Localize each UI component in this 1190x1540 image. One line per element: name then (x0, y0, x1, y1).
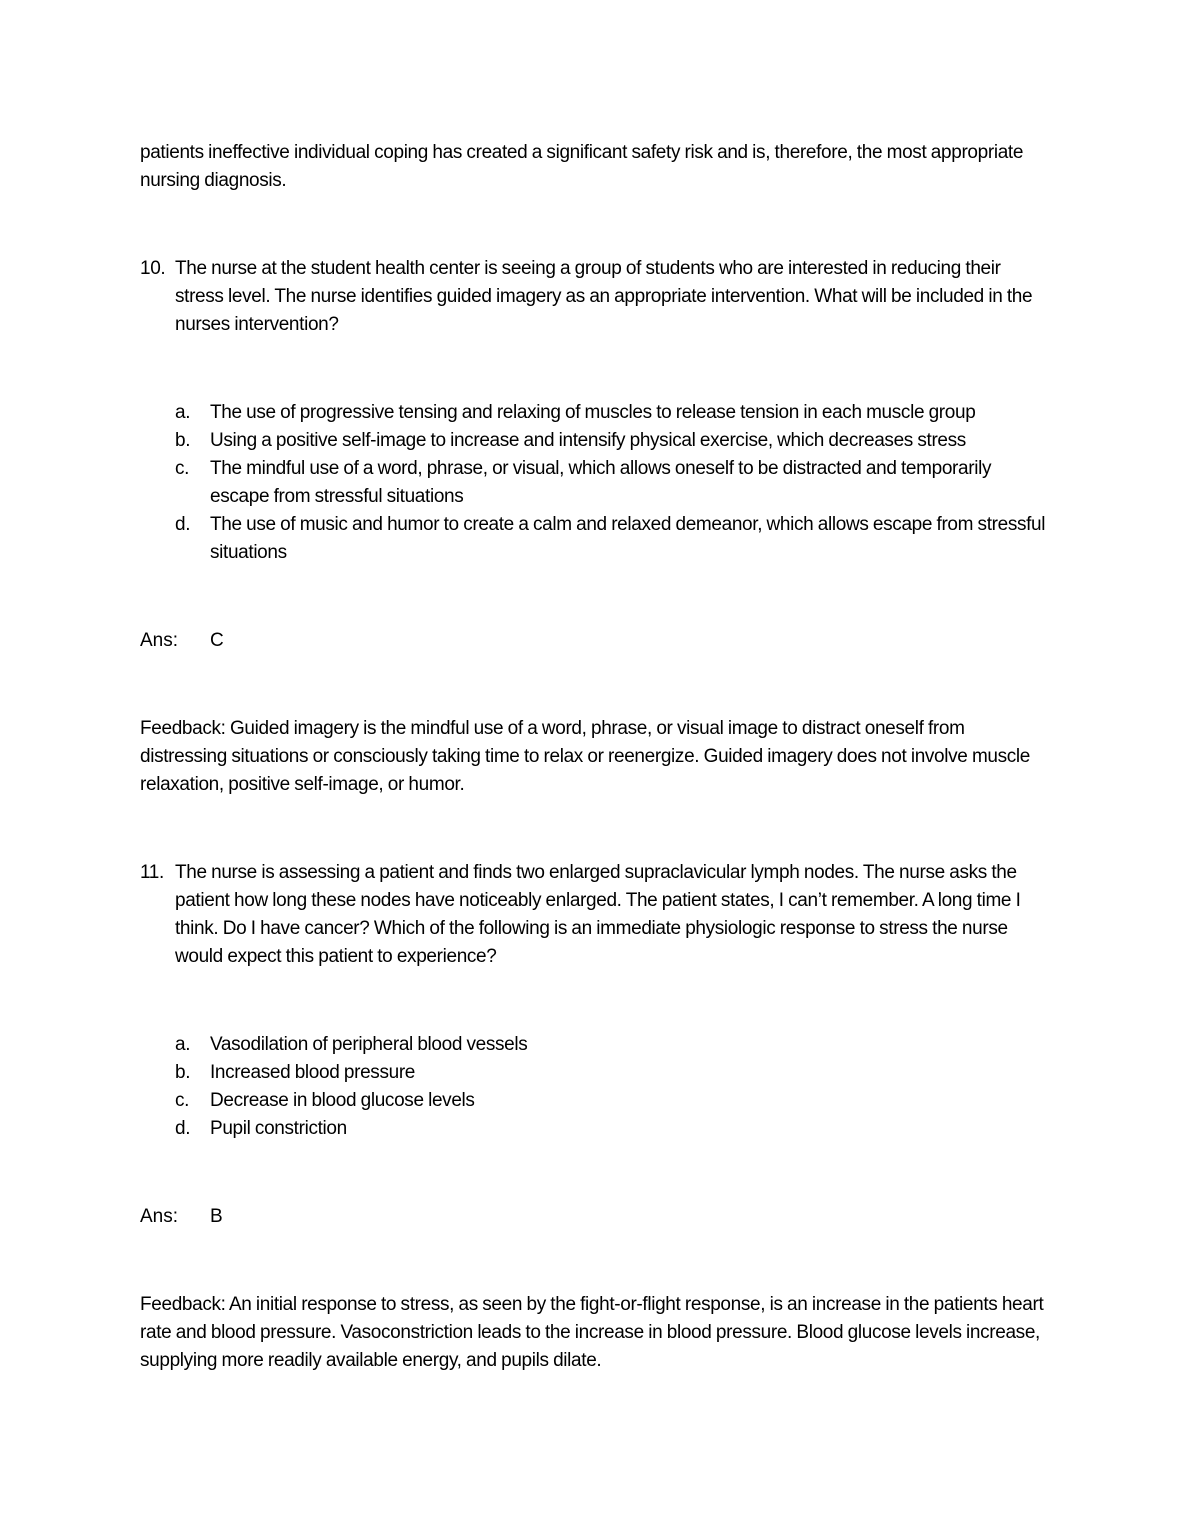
option-letter: c. (175, 1090, 190, 1111)
option-text: Increased blood pressure (210, 1062, 416, 1083)
option-text: Pupil constriction (210, 1118, 347, 1139)
question-number: 10. (140, 258, 166, 279)
option-text: The mindful use of a word, phrase, or visual, which allows oneself to be distracted and temporarily escape from stressful situations (210, 458, 992, 507)
option-b (175, 427, 1055, 455)
answer-label: Ans: (140, 630, 179, 651)
option-text: Using a positive self-image to increase and intensify physical exercise, which decreases stress (210, 430, 966, 451)
option-a (175, 399, 1055, 427)
answer-value: C (210, 630, 224, 651)
option-text: The use of music and humor to create a calm and relaxed demeanor, which allows escape from stressful situations (210, 514, 1046, 563)
option-text: The use of progressive tensing and relaxing of muscles to release tension in each muscle group (210, 402, 976, 423)
answer-label: Ans: (140, 1206, 179, 1227)
answer-11 (140, 1203, 223, 1231)
option-letter: b. (175, 1062, 191, 1083)
question-10 (140, 255, 1050, 339)
option-letter: b. (175, 430, 191, 451)
option-d (175, 1115, 1055, 1143)
feedback-11: Feedback: An initial response to stress, as seen by the fight-or-flight response, is an increase in the patients heart rate and blood pressure. Vasoconstriction leads to the increase in blood pressure. Blood glucose levels increase, supplying more readily available energy, and pupils dilate. (140, 1294, 1044, 1371)
question-text: The nurse is assessing a patient and finds two enlarged supraclavicular lymph nodes. The nurse asks the patient how long these nodes have noticeably enlarged. The patient states, I can’t remember. A long time I think. Do I have cancer? Which of the following is an immediate physiologic response to stress the nurse would expect this patient to experience? (175, 862, 1021, 967)
option-c (175, 455, 1000, 511)
option-text: Decrease in blood glucose levels (210, 1090, 475, 1111)
option-letter: c. (175, 458, 190, 479)
answer-value: B (210, 1206, 223, 1227)
option-letter: d. (175, 514, 191, 535)
question-10-options (175, 399, 1055, 567)
option-b (175, 1059, 1055, 1087)
question-11-options (175, 1031, 1055, 1143)
option-text: Vasodilation of peripheral blood vessels (210, 1034, 528, 1055)
option-letter: d. (175, 1118, 191, 1139)
question-text: The nurse at the student health center is seeing a group of students who are interested in reducing their stress level. The nurse identifies guided imagery as an appropriate intervention. What will be included in the nurses intervention? (175, 258, 1033, 335)
option-d (175, 511, 1055, 567)
question-11 (140, 859, 1050, 971)
option-a (175, 1031, 1055, 1059)
feedback-10: Feedback: Guided imagery is the mindful use of a word, phrase, or visual image to distract oneself from distressing situations or consciously taking time to relax or reenergize. Guided imagery does not involve muscle relaxation, positive self-image, or humor. (140, 718, 1031, 795)
question-number: 11. (140, 862, 164, 883)
continuation-paragraph: patients ineffective individual coping has created a significant safety risk and is, therefore, the most appropriate nursing diagnosis. (140, 142, 1024, 191)
option-c (175, 1087, 1055, 1115)
option-letter: a. (175, 1034, 191, 1055)
option-letter: a. (175, 402, 191, 423)
answer-10 (140, 627, 224, 655)
